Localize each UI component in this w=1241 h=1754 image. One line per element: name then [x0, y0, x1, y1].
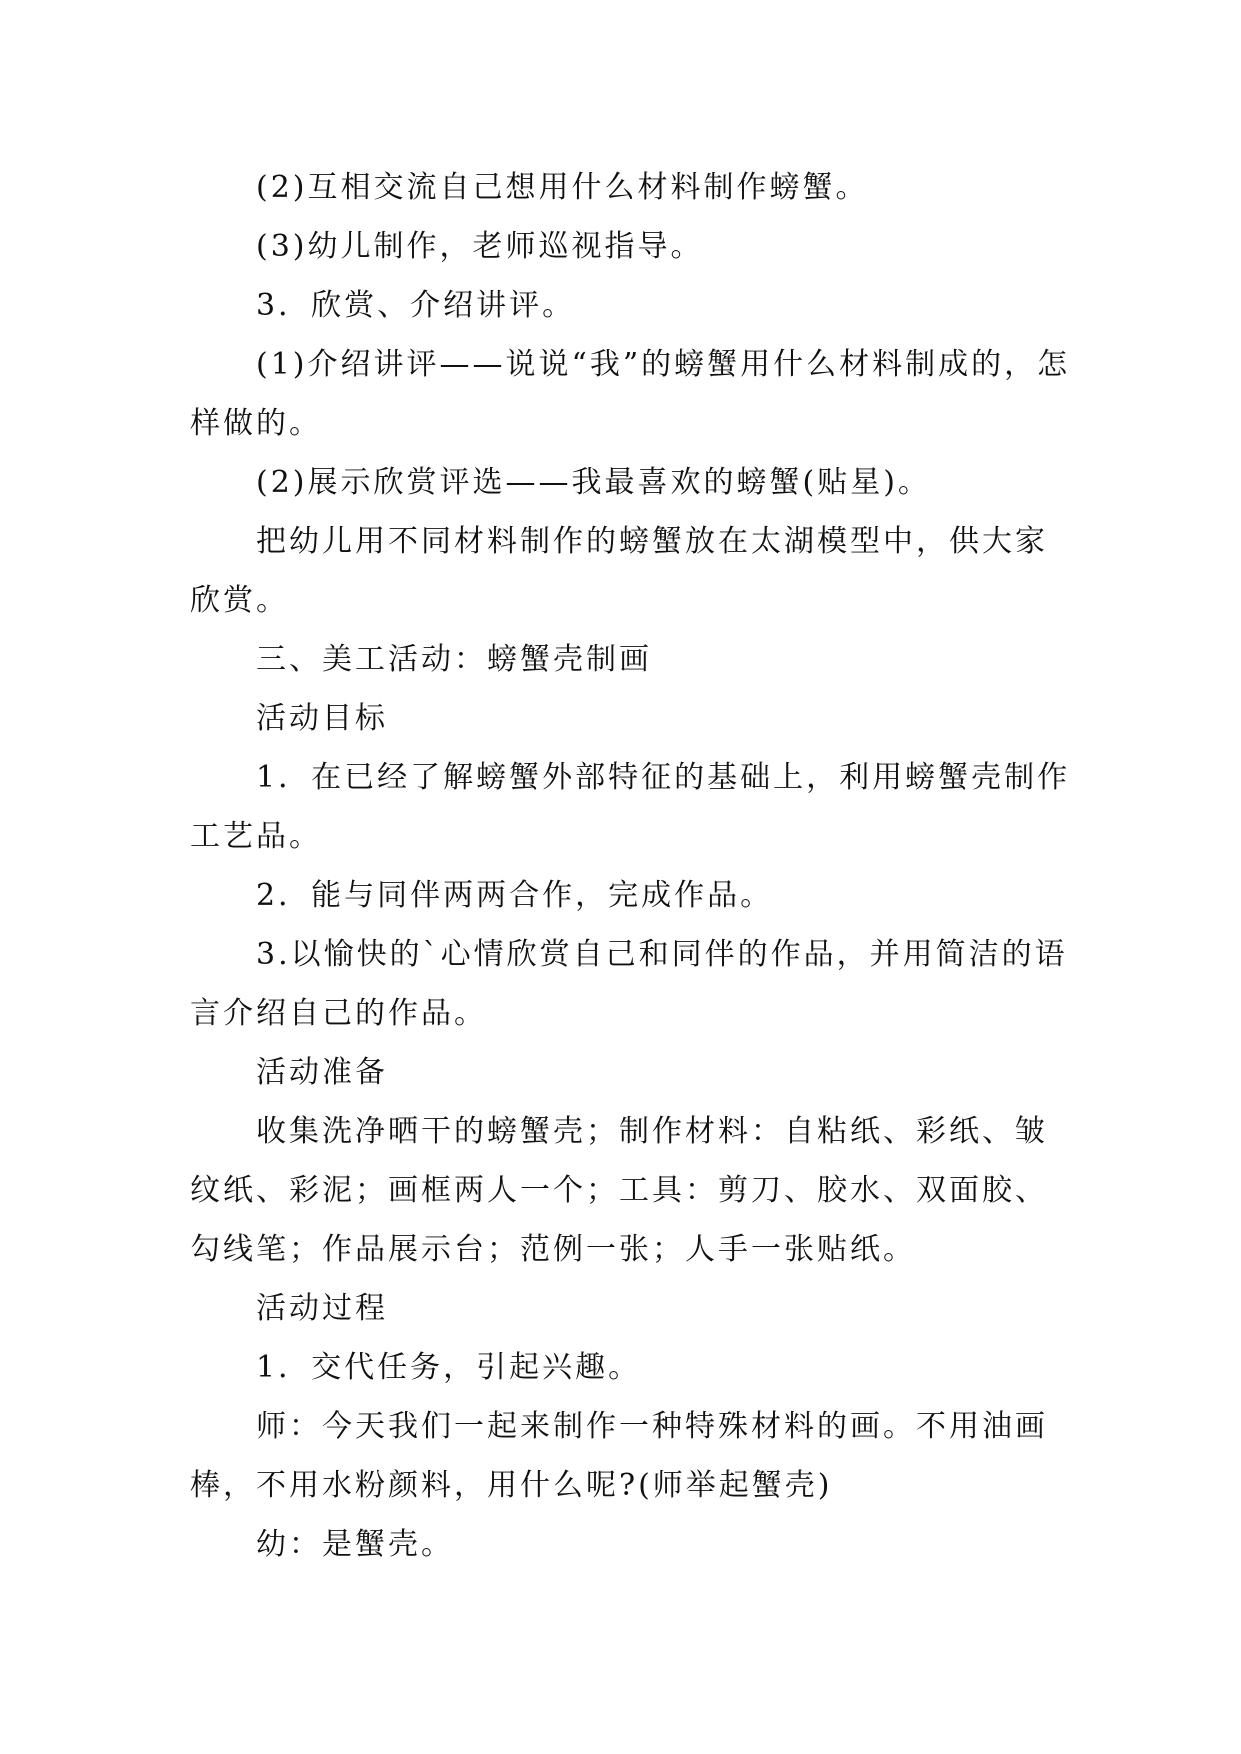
paragraph: (2)展示欣赏评选——我最喜欢的螃蟹(贴星)。 [256, 465, 931, 500]
paragraph: 1．在已经了解螃蟹外部特征的基础上，利用螃蟹壳制作工艺品。 [190, 760, 1071, 854]
subheading-process: 活动过程 [256, 1291, 388, 1326]
paragraph: 3.以愉快的`心情欣赏自己和同伴的作品，并用简洁的语言介绍自己的作品。 [190, 937, 1068, 1031]
subheading-goals: 活动目标 [256, 701, 388, 736]
section-heading: 三、美工活动：螃蟹壳制画 [256, 642, 652, 677]
paragraph: 师：今天我们一起来制作一种特殊材料的画。不用油画棒，不用水粉颜料，用什么呢?(师举起蟹壳) [190, 1409, 1048, 1503]
paragraph: (2)互相交流自己想用什么材料制作螃蟹。 [256, 170, 869, 205]
paragraph: 收集洗净晒干的螃蟹壳；制作材料：自粘纸、彩纸、皱纹纸、彩泥；画框两人一个；工具：剪刀、胶水、双面胶、勾线笔；作品展示台；范例一张；人手一张贴纸。 [190, 1114, 1048, 1267]
paragraph: 幼：是蟹壳。 [256, 1527, 454, 1562]
paragraph: (1)介绍讲评——说说“我”的螃蟹用什么材料制成的，怎样做的。 [190, 347, 1071, 441]
paragraph: 1．交代任务，引起兴趣。 [256, 1350, 642, 1385]
paragraph: (3)幼儿制作，老师巡视指导。 [256, 229, 704, 264]
subheading-preparation: 活动准备 [256, 1055, 388, 1090]
paragraph: 把幼儿用不同材料制作的螃蟹放在太湖模型中，供大家欣赏。 [190, 524, 1048, 618]
paragraph: 3．欣赏、介绍讲评。 [256, 288, 576, 323]
paragraph: 2．能与同伴两两合作，完成作品。 [256, 878, 774, 913]
document-body [190, 158, 1080, 1574]
